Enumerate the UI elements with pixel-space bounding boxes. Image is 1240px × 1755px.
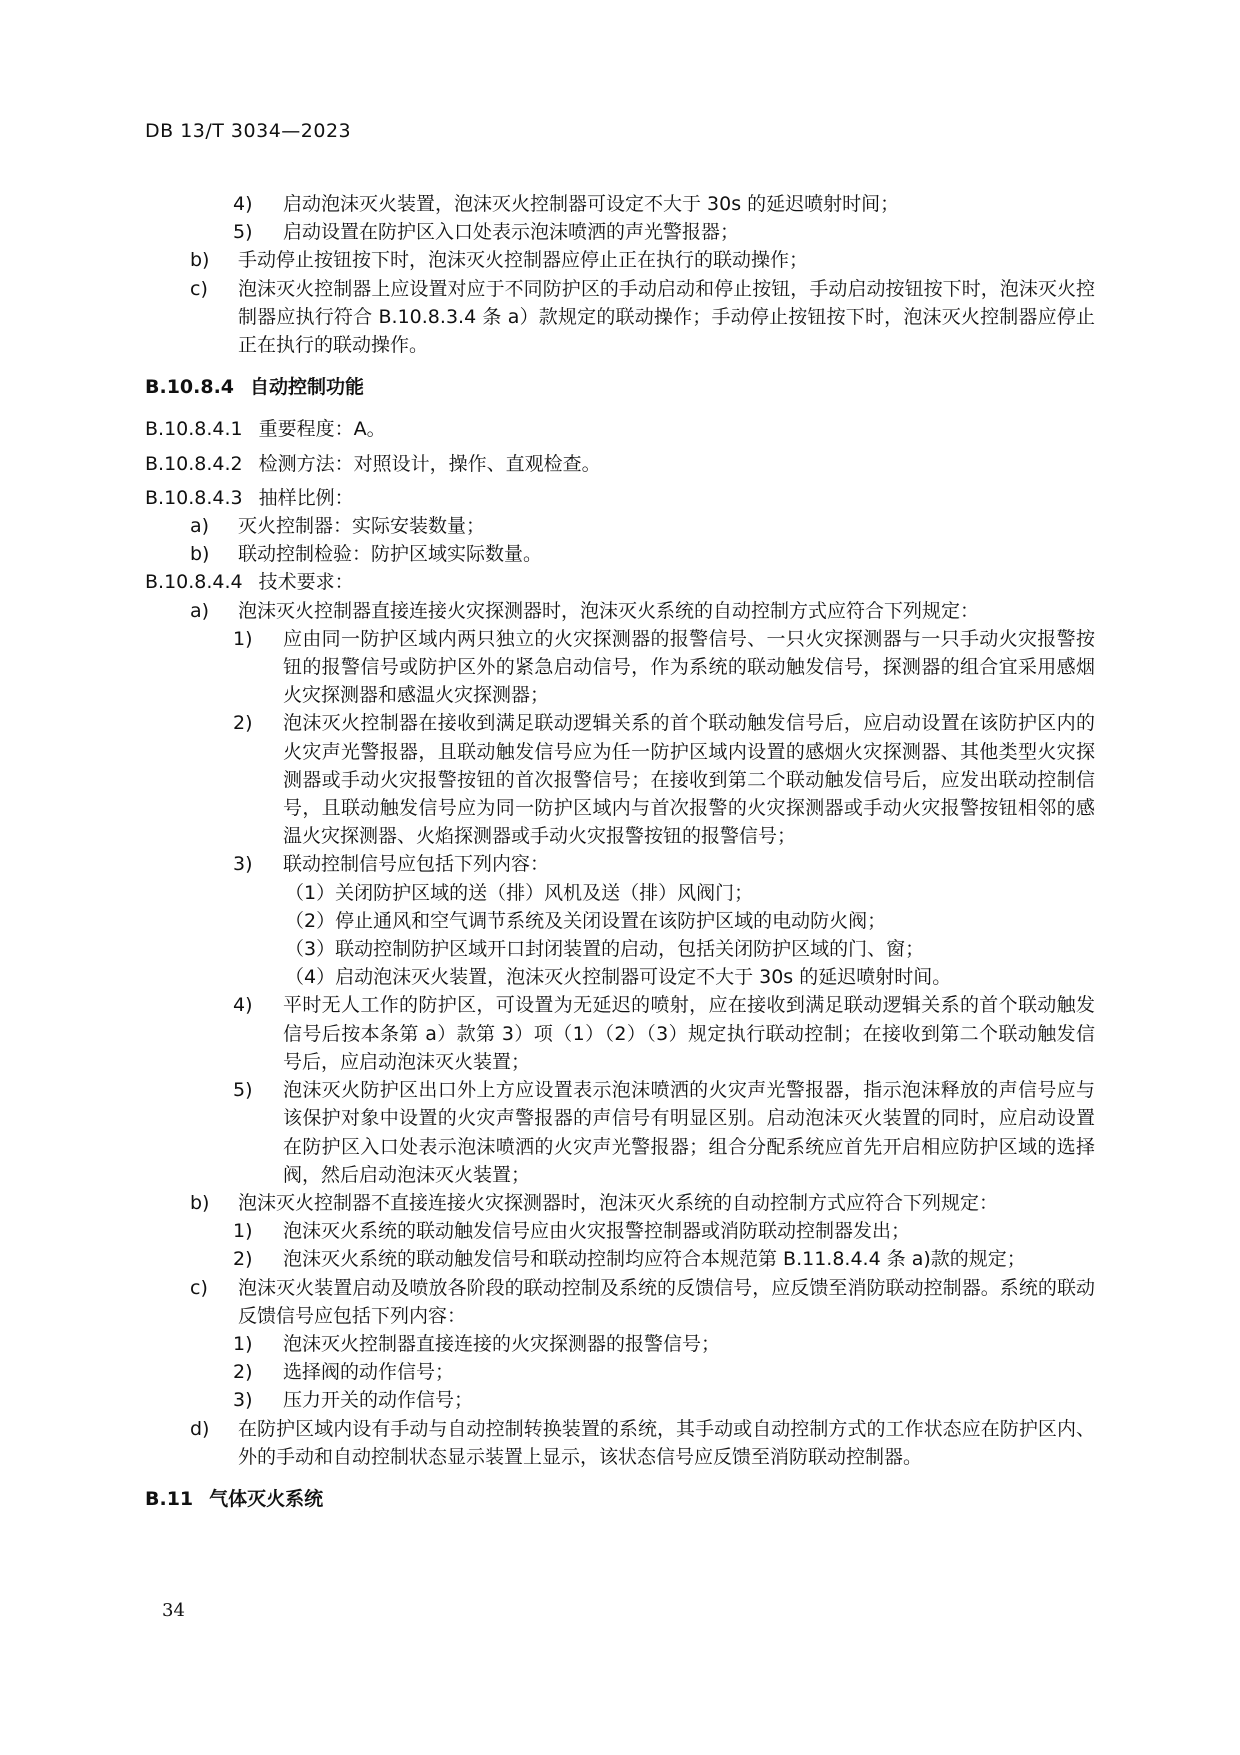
- list-item: a) 灭火控制器：实际安装数量；: [190, 515, 486, 538]
- list-item: 2) 选择阀的动作信号；: [233, 1361, 455, 1384]
- clause: B.10.8.4.2 检测方法：对照设计，操作、直观检查。: [145, 452, 601, 475]
- list-item: d) 在防护区域内设有手动与自动控制转换装置的系统，其手动或自动控制方式的工作状态应在防护区内、外的手动和自动控制状态显示装置上显示，该状态信号应反馈至消防联动控制器。: [190, 1417, 1095, 1468]
- list-item: 1) 应由同一防护区域内两只独立的火灾探测器的报警信号、一只火灾探测器与一只手动火灾报警按钮的报警信号或防护区外的紧急启动信号，作为系统的联动触发信号，探测器的组合宜采用感烟火灾探测器和感温火灾探测器；: [233, 627, 1095, 707]
- list-item: b) 联动控制检验：防护区域实际数量。: [190, 543, 543, 566]
- list-item: 1) 泡沫灭火控制器直接连接的火灾探测器的报警信号；: [233, 1332, 721, 1355]
- list-item: 2) 泡沫灭火系统的联动触发信号和联动控制均应符合本规范第 B.11.8.4.4 条 a)款的规定；: [233, 1248, 1026, 1271]
- sub-list-item: （2）停止通风和空气调节系统及关闭设置在该防护区域的电动防火阀；: [285, 909, 887, 932]
- list-item: 3) 压力开关的动作信号；: [233, 1389, 474, 1412]
- list-item: 5) 泡沫灭火防护区出口外上方应设置表示泡沫喷洒的火灾声光警报器，指示泡沫释放的声信号应与该保护对象中设置的火灾声警报器的声信号有明显区别。启动泡沫灭火装置的同时，应启动设置在防护区入口处表示泡沫喷洒的火灾声光警报器；组合分配系统应首先开启相应防护区域的选择阀，然后启动泡沫灭火装置；: [233, 1079, 1095, 1186]
- list-item: 4) 平时无人工作的防护区，可设置为无延迟的喷射，应在接收到满足联动逻辑关系的首个联动触发信号后按本条第 a）款第 3）项（1）（2）（3）规定执行联动控制；在接收到第二个联动触发信号后，应启动泡沫灭火装置；: [233, 994, 1095, 1073]
- clause: B.10.8.4.1 重要程度：A。: [145, 418, 386, 441]
- list-item: b) 泡沫灭火控制器不直接连接火灾探测器时，泡沫灭火系统的自动控制方式应符合下列规定：: [190, 1191, 999, 1214]
- list-item: a) 泡沫灭火控制器直接连接火灾探测器时，泡沫灭火系统的自动控制方式应符合下列规定：: [190, 599, 980, 622]
- sub-list-item: （4）启动泡沫灭火装置，泡沫灭火控制器可设定不大于 30s 的延迟喷射时间。: [285, 966, 952, 989]
- list-item: 3) 联动控制信号应包括下列内容：: [233, 853, 550, 876]
- list-item: 5) 启动设置在防护区入口处表示泡沫喷洒的声光警报器；: [233, 221, 740, 244]
- list-item: c) 泡沫灭火控制器上应设置对应于不同防护区的手动启动和停止按钮，手动启动按钮按下时，泡沫灭火控制器应执行符合 B.10.8.3.4 条 a）款规定的联动操作；手动停止按钮按下时，泡沫灭火控制器应停止正在执行的联动操作。: [190, 277, 1095, 357]
- list-item: c) 泡沫灭火装置启动及喷放各阶段的联动控制及系统的反馈信号，应反馈至消防联动控制器。系统的联动反馈信号应包括下列内容：: [190, 1276, 1095, 1327]
- page-number: 34: [162, 1600, 185, 1621]
- clause: B.10.8.4.3 抽样比例：: [145, 486, 354, 509]
- list-item: b) 手动停止按钮按下时，泡沫灭火控制器应停止正在执行的联动操作；: [190, 249, 809, 272]
- clause: B.10.8.4.4 技术要求：: [145, 571, 354, 594]
- list-item: 2) 泡沫灭火控制器在接收到满足联动逻辑关系的首个联动触发信号后，应启动设置在该防护区内的火灾声光警报器，且联动触发信号应为任一防护区域内设置的感烟火灾探测器、其他类型火灾探测器或手动火灾报警按钮的首次报警信号；在接收到第二个联动触发信号后，应发出联动控制信号，且联动触发信号应为同一防护区域内与首次报警的火灾探测器或手动火灾报警按钮相邻的感温火灾探测器、火焰探测器或手动火灾报警按钮的报警信号；: [233, 712, 1095, 848]
- sub-list-item: （1）关闭防护区域的送（排）风机及送（排）风阀门；: [285, 881, 754, 904]
- section-heading: B.11 气体灭火系统: [145, 1487, 324, 1510]
- list-item: 4) 启动泡沫灭火装置，泡沫灭火控制器可设定不大于 30s 的延迟喷射时间；: [233, 193, 900, 215]
- document-body: [145, 190, 1095, 1513]
- list-item: 1) 泡沫灭火系统的联动触发信号应由火灾报警控制器或消防联动控制器发出；: [233, 1220, 911, 1243]
- section-heading: B.10.8.4 自动控制功能: [145, 376, 365, 399]
- sub-list-item: （3）联动控制防护区域开口封闭装置的启动，包括关闭防护区域的门、窗；: [285, 938, 925, 961]
- document-id-header: DB 13/T 3034—2023: [145, 120, 352, 142]
